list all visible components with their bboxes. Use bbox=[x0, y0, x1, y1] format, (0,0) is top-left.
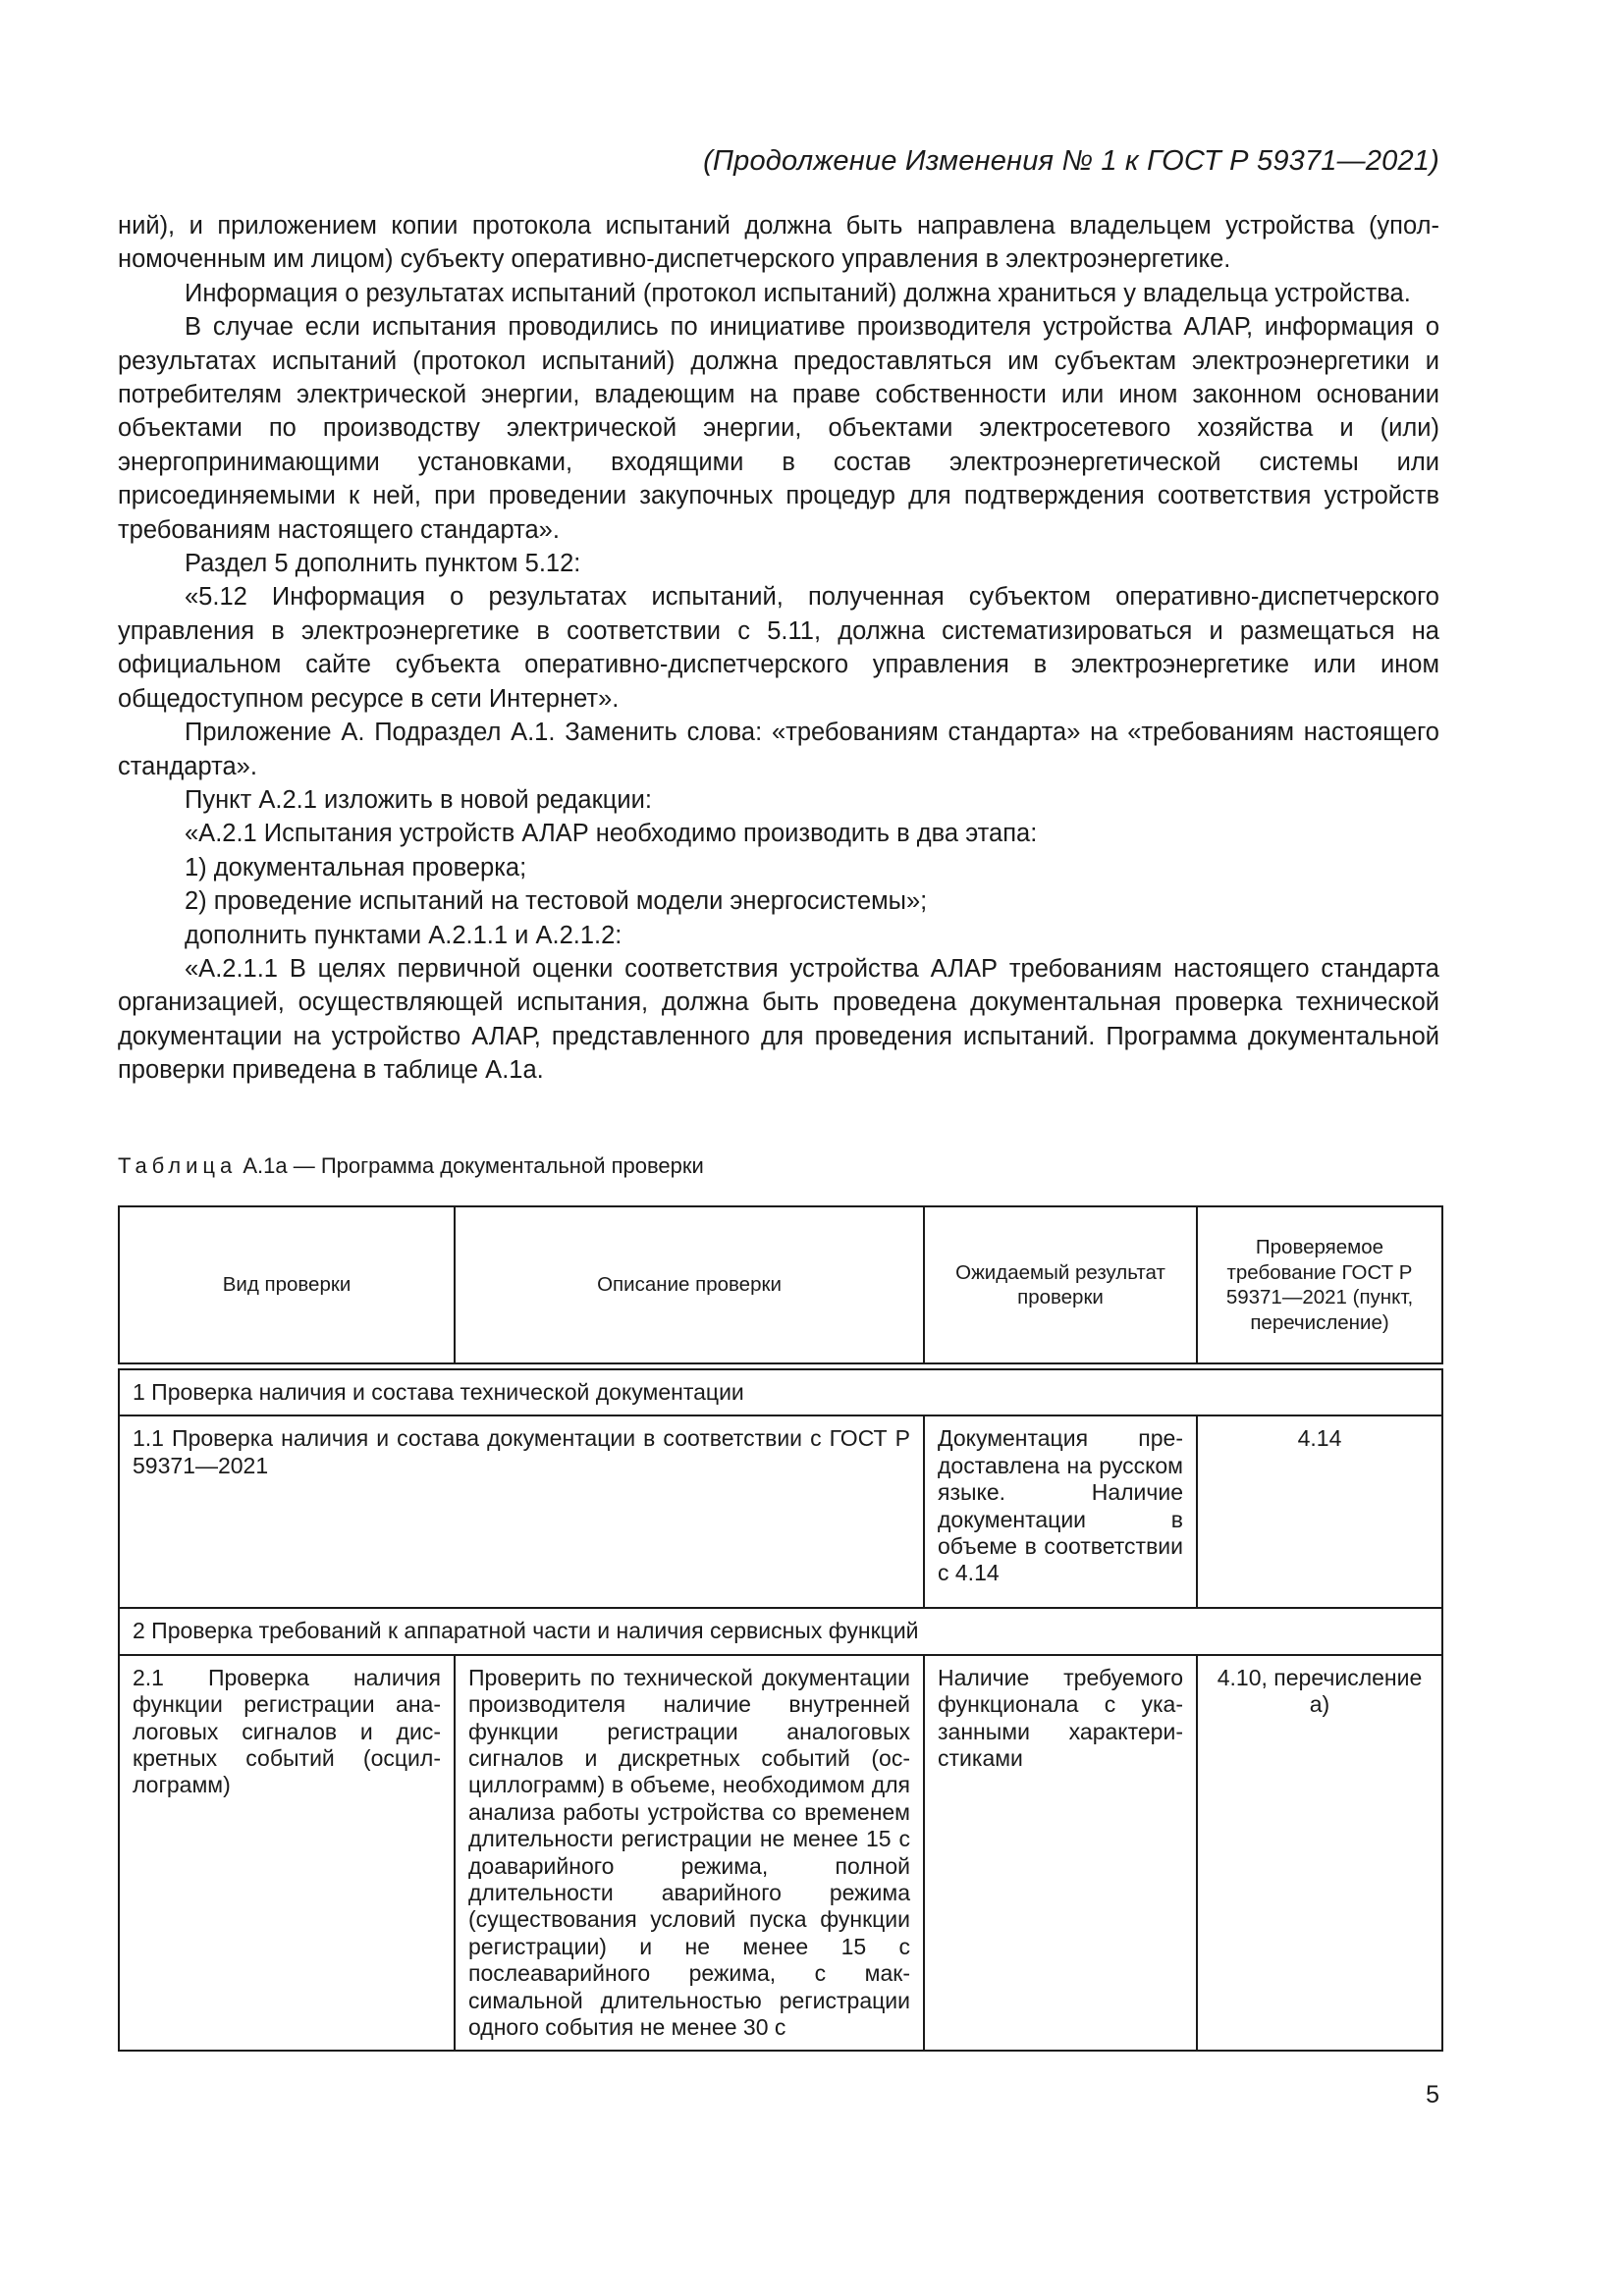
requirement-cell: 4.14 bbox=[1297, 1425, 1342, 1452]
paragraph: «А.2.1.1 В целях первичной оценки соответствия устройства АЛАР требованиям настоящего стандарта организацией, осуществляющей испытания, должна быть проведена документальная проверка технической документации на устройство АЛАР, представленного для проведения испытаний. Программа документальной проверки приведена в таблице А.1а. bbox=[118, 954, 1439, 1085]
paragraph: Информация о результатах испытаний (протокол испытаний) должна храниться у владельца устройства. bbox=[185, 279, 1411, 307]
column-header: Описание проверки bbox=[455, 1206, 924, 1363]
requirement-cell: 4.10, перечисление а) bbox=[1217, 1664, 1423, 1718]
paragraph: Раздел 5 дополнить пунктом 5.12: bbox=[185, 550, 581, 578]
table-caption bbox=[118, 1151, 704, 1181]
table-section-row bbox=[119, 1369, 1442, 1415]
table-row bbox=[119, 1415, 1442, 1608]
paragraph: Пункт А.2.1 изложить в новой редакции: bbox=[185, 785, 652, 814]
check-type-cell: 1.1 Проверка наличия и состава документации в соответствии с ГОСТ Р 59371—2021 bbox=[133, 1425, 910, 1478]
paragraph: Приложение А. Подраздел А.1. Заменить слова: «требованиям стандарта» на «требованиям настоящего стандарта». bbox=[118, 719, 1439, 780]
check-description-cell: Проверить по технической документации производителя наличие внутренней функции регистрации аналоговых сигналов и дискретных событий (осциллограмм) в объеме, необходимом для анализа работы устройства со временем длительности регистрации не менее 15 с доаварийного режима, полной длительности аварийного режима (существования условий пуска функции регистрации) и не менее 15 с послеаварийного режима, с максимальной длительностью регистрации одного события не менее 30 с bbox=[468, 1664, 910, 2041]
table-section-row bbox=[119, 1608, 1442, 1654]
column-header: Ожидаемый результат проверки bbox=[924, 1206, 1197, 1363]
expected-result-cell: Наличие требуемого функционала с указанными характеристиками bbox=[938, 1664, 1183, 1772]
running-head: (Продолжение Изменения № 1 к ГОСТ Р 59371—2021) bbox=[703, 145, 1439, 177]
expected-result-cell: Документация предоставлена на русском языке. Наличие документации в объеме в соответствии с 4.14 bbox=[938, 1425, 1183, 1586]
table-row bbox=[119, 1655, 1442, 2051]
check-type-cell: 2.1 Проверка наличия функции регистрации аналоговых сигналов и дискретных событий (осциллограмм) bbox=[133, 1664, 441, 1798]
table-caption-label: Таблица bbox=[118, 1153, 238, 1178]
section-title: 2 Проверка требований к аппаратной части и наличия сервисных функций bbox=[133, 1618, 919, 1644]
paragraph: «5.12 Информация о результатах испытаний, полученная субъектом оперативно-диспетчерского управления в электроэнергетике в соответствии с 5.11, должна систематизироваться и размещаться на официальном сайте субъекта оперативно-диспетчерского управления в электроэнергетике или ином общедоступном ресурсе в сети Интернет». bbox=[118, 583, 1439, 713]
column-header: Проверяемое требование ГОСТ Р 59371—2021 (пункт, перечисление) bbox=[1197, 1206, 1442, 1363]
column-header: Вид проверки bbox=[119, 1206, 455, 1363]
paragraph: «А.2.1 Испытания устройств АЛАР необходимо производить в два этапа: bbox=[185, 820, 1038, 848]
paragraph: ний), и приложением копии протокола испытаний должна быть направлена владельцем устройства (уполномоченным им лицом) субъекту оперативно-диспетчерского управления в электроэнергетике. bbox=[118, 212, 1439, 274]
paragraph: 1) документальная проверка; bbox=[185, 853, 527, 881]
page-number: 5 bbox=[1426, 2081, 1439, 2109]
table-a1a bbox=[118, 1205, 1441, 2052]
table-caption-text: А.1а — Программа документальной проверки bbox=[237, 1153, 704, 1178]
paragraph: дополнить пунктами А.2.1.1 и А.2.1.2: bbox=[185, 921, 623, 949]
table-header-row bbox=[119, 1206, 1442, 1363]
paragraph: В случае если испытания проводились по инициативе производителя устройства АЛАР, информация о результатах испытаний (протокол испытаний) должна предоставляться им субъектам электроэнергетики и потребителям электрической энергии, владеющим на праве собственности или ином законном основании объектами по производству электрической энергии, объектами электросетевого хозяйства и (или) энергопринимающими установками, входящими в состав электроэнергетической системы или присоединяемыми к ней, при проведении закупочных процедур для подтверждения соответствия устройств требованиям настоящего стандарта». bbox=[118, 313, 1439, 544]
section-title: 1 Проверка наличия и состава технической документации bbox=[133, 1379, 744, 1405]
paragraph: 2) проведение испытаний на тестовой модели энергосистемы»; bbox=[185, 887, 928, 916]
body-text bbox=[118, 209, 1439, 1088]
